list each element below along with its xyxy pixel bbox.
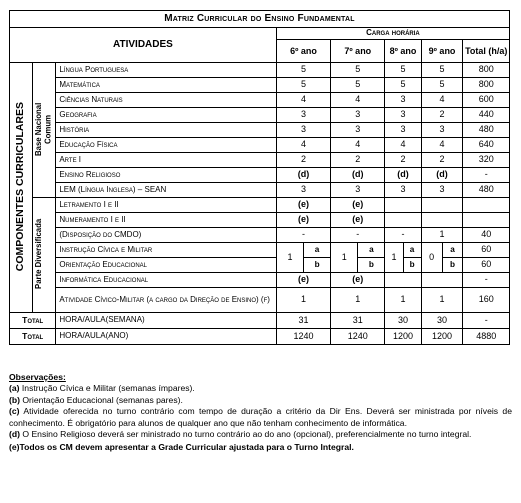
hours-cell [385, 198, 421, 213]
observation-a [9, 383, 512, 394]
total-row [10, 313, 510, 329]
observation-e: (e)Todos os CM devem apresentar a Grade Curricular ajustada para o Turno Integral. [9, 442, 354, 453]
table-row [10, 273, 510, 288]
hours-cell: 3 [331, 123, 385, 138]
hours-cell: - [331, 228, 385, 243]
grand-total-cell: 4880 [463, 329, 510, 345]
hours-cell: 3 [331, 108, 385, 123]
observation-text: Atividade oferecida no turno contrário com tempo de duração a critério da Dir Ens. Deverá ser ministrada por níveis de conhecimento. É obrigatório para alunos de qualquer ano que não tenham conhecimento de informática. [9, 406, 512, 428]
hours-cell: 5 [276, 78, 330, 93]
total-cell: 800 [463, 78, 510, 93]
hours-cell: 3 [331, 183, 385, 198]
total-cell: 480 [463, 183, 510, 198]
table-row [10, 243, 510, 258]
observation-key: (b) [9, 394, 20, 405]
hours-cell: 5 [331, 63, 385, 78]
split-a: a [403, 243, 421, 258]
observation-key: (c) [9, 406, 20, 417]
hours-cell: (e) [331, 213, 385, 228]
split-hours-cell [331, 243, 385, 273]
hours-cell: 4 [385, 138, 421, 153]
hours-cell: 5 [331, 78, 385, 93]
total-hours-cell: 1240 [276, 329, 330, 345]
subject-name: Educação Física [56, 138, 277, 153]
hours-cell: 2 [421, 108, 463, 123]
subject-name: (Disposição do CMDO) [56, 228, 277, 243]
split-b: b [304, 258, 331, 273]
subject-name: Orientação Educacional [56, 258, 277, 273]
table-row [10, 78, 510, 93]
total-cell: 640 [463, 138, 510, 153]
subject-name: Ciências Naturais [56, 93, 277, 108]
hours-cell: 3 [385, 123, 421, 138]
total-label: Total [10, 313, 56, 329]
hours-cell [385, 273, 421, 288]
subject-name: Instrução Cívica e Militar [56, 243, 277, 258]
year-header: 6º ano [276, 40, 330, 63]
hours-cell: 3 [385, 108, 421, 123]
total-hours-cell: 1200 [421, 329, 463, 345]
split-value: 0 [429, 251, 435, 262]
total-cell [463, 198, 510, 213]
hours-cell: (d) [276, 168, 330, 183]
table-row [10, 153, 510, 168]
observation-d [9, 429, 512, 440]
total-cell: 440 [463, 108, 510, 123]
total-cell: 800 [463, 63, 510, 78]
split-b: b [442, 258, 462, 273]
hours-cell: 3 [276, 183, 330, 198]
total-hours-cell: 31 [331, 313, 385, 329]
hours-cell: 1 [385, 288, 421, 313]
observation-text: Instrução Cívica e Militar (semanas ímpares). [19, 383, 195, 394]
total-row-name: HORA/AULA(ANO) [56, 329, 277, 345]
parte-diversificada-label [32, 198, 56, 313]
hours-cell: 4 [331, 93, 385, 108]
table-title: Matriz Curricular do Ensino Fundamental [10, 11, 510, 28]
hours-cell: 5 [421, 63, 463, 78]
observation-key: (d) [9, 429, 20, 440]
hours-cell: 2 [421, 153, 463, 168]
subject-name: Arte I [56, 153, 277, 168]
total-hours-cell: 31 [276, 313, 330, 329]
componentes-curriculares-text: COMPONENTES CURRICULARES [14, 101, 27, 271]
total-cell: 600 [463, 93, 510, 108]
observation-c [9, 406, 512, 429]
total-hours-cell: 1240 [331, 329, 385, 345]
total-cell: 480 [463, 123, 510, 138]
hours-cell: (e) [331, 198, 385, 213]
hours-cell: (d) [385, 168, 421, 183]
total-cell: - [463, 273, 510, 288]
hours-cell: 1 [421, 228, 463, 243]
total-cell [463, 213, 510, 228]
hours-cell [421, 198, 463, 213]
hours-cell: - [276, 228, 330, 243]
hours-cell: 3 [421, 123, 463, 138]
total-row-name: HORA/AULA(SEMANA) [56, 313, 277, 329]
hours-cell: 4 [276, 93, 330, 108]
hours-cell [421, 213, 463, 228]
table-row [10, 108, 510, 123]
hours-cell: 5 [276, 63, 330, 78]
split-b: b [403, 258, 421, 273]
year-header: 8º ano [385, 40, 421, 63]
hours-cell: 5 [385, 78, 421, 93]
observation-text: Orientação Educacional (semanas pares). [19, 394, 183, 405]
table-row [10, 138, 510, 153]
total-hours-cell: 1200 [385, 329, 421, 345]
split-hours-cell [421, 243, 463, 273]
hours-cell: (d) [331, 168, 385, 183]
split-b: b [358, 258, 385, 273]
total-cell: 320 [463, 153, 510, 168]
split-grid [277, 243, 330, 272]
hours-cell: 3 [421, 183, 463, 198]
split-value: 1 [341, 251, 347, 262]
hours-cell: 3 [385, 183, 421, 198]
hours-cell [385, 213, 421, 228]
hours-cell: 3 [276, 123, 330, 138]
hours-cell: 3 [276, 108, 330, 123]
year-header: 9º ano [421, 40, 463, 63]
subject-name: Letramento I e II [56, 198, 277, 213]
hours-cell: 5 [421, 78, 463, 93]
base-nacional-comum-label [32, 63, 56, 198]
table-row [10, 198, 510, 213]
hours-cell: (d) [421, 168, 463, 183]
subject-name: Matemática [56, 78, 277, 93]
split-hours-cell [385, 243, 421, 273]
split-a: a [442, 243, 462, 258]
observation-text: O Ensino Religioso deverá ser ministrado no turno contrário ao do ano (opcional), preferencialmente no turno integral. [19, 429, 472, 440]
hours-cell: 2 [331, 153, 385, 168]
split-grid [331, 243, 384, 272]
total-cell: 60 [463, 243, 510, 258]
table-row [10, 93, 510, 108]
hours-cell: 4 [421, 138, 463, 153]
hours-cell: 4 [276, 138, 330, 153]
hours-cell [421, 273, 463, 288]
subject-name: Numeramento I e II [56, 213, 277, 228]
observations [9, 372, 512, 454]
curriculum-matrix-table [9, 10, 510, 345]
grand-total-cell: - [463, 313, 510, 329]
hours-cell: (e) [276, 213, 330, 228]
hours-cell: 4 [421, 93, 463, 108]
split-grid [422, 243, 463, 272]
subject-name: LEM (Língua Inglesa) – SEAN [56, 183, 277, 198]
table-row [10, 63, 510, 78]
total-cell: 160 [463, 288, 510, 313]
year-header: 7º ano [331, 40, 385, 63]
base-nacional-comum-text: Base Nacional Comum [33, 102, 53, 156]
subject-name: Informática Educacional [56, 273, 277, 288]
split-a: a [358, 243, 385, 258]
hours-cell: 2 [276, 153, 330, 168]
total-header: Total (h/a) [463, 40, 510, 63]
subject-name: História [56, 123, 277, 138]
carga-horaria-header: Carga horária [276, 28, 509, 40]
subject-name: Atividade Cívico-Militar (a cargo da Direção de Ensino) (f) [56, 288, 277, 313]
split-value: 1 [391, 251, 397, 262]
subject-name: Geografia [56, 108, 277, 123]
hours-cell: (e) [276, 273, 330, 288]
hours-cell: (e) [276, 198, 330, 213]
atividades-header: ATIVIDADES [10, 28, 277, 63]
parte-diversificada-text: Parte Diversificada [33, 218, 43, 289]
subject-name: Língua Portuguesa [56, 63, 277, 78]
total-hours-cell: 30 [385, 313, 421, 329]
hours-cell: 4 [331, 138, 385, 153]
hours-cell: 1 [276, 288, 330, 313]
table-row [10, 123, 510, 138]
hours-cell: 2 [385, 153, 421, 168]
split-value: 1 [287, 251, 293, 262]
total-hours-cell: 30 [421, 313, 463, 329]
table-row [10, 213, 510, 228]
observations-title: Observações: [9, 372, 66, 382]
hours-cell: 1 [331, 288, 385, 313]
observation-b [9, 395, 512, 406]
hours-cell: 3 [385, 93, 421, 108]
table-row [10, 228, 510, 243]
table-row [10, 168, 510, 183]
hours-cell: - [385, 228, 421, 243]
total-cell: 40 [463, 228, 510, 243]
split-grid [385, 243, 420, 272]
total-cell: 60 [463, 258, 510, 273]
hours-cell: (e) [331, 273, 385, 288]
subject-name: Ensino Religioso [56, 168, 277, 183]
split-a: a [304, 243, 331, 258]
hours-cell: 5 [385, 63, 421, 78]
table-row [10, 183, 510, 198]
observation-key: (a) [9, 383, 20, 394]
total-row [10, 329, 510, 345]
split-hours-cell [276, 243, 330, 273]
total-cell: - [463, 168, 510, 183]
table-row [10, 288, 510, 313]
componentes-curriculares-label [10, 63, 33, 313]
total-label: Total [10, 329, 56, 345]
hours-cell: 1 [421, 288, 463, 313]
